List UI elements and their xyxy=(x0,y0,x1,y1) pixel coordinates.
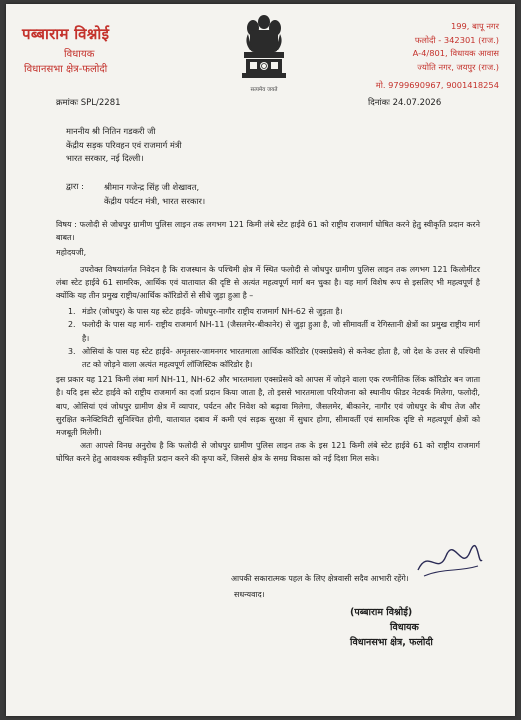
letter-page xyxy=(6,4,515,716)
mla-role: विधायक xyxy=(64,49,95,60)
letter-body xyxy=(56,218,480,466)
signature-stamp xyxy=(350,605,433,650)
letter-date: दिनांकः 24.07.2026 xyxy=(368,98,442,108)
recipient-line: भारत सरकार, नई दिल्ली। xyxy=(66,153,144,163)
phone-numbers: मो. 9799690967, 9001418254 xyxy=(375,80,499,90)
recipient-line: माननीय श्री नितिन गडकरी जी xyxy=(66,126,156,136)
stamp-name: (पब्बाराम विश्नोई) xyxy=(350,607,413,618)
paragraph-request: अतः आपसे विनम्र अनुरोध है कि फलोदी से जोधपुर ग्रामीण पुलिस लाइन तक के इस 121 किमी लंबे स्टेट हाईवे 61 को राष्ट्रीय राजमार्ग घोषित करने हेतु आवश्यक स्वीकृति प्रदान करने की कृपा करें, जिससे क्षेत्र के समग्र विकास को नई दिशा मिल सके। xyxy=(56,441,480,464)
paragraph-intro: उपरोक्त विषयांतर्गत निवेदन है कि राजस्थान के पश्चिमी क्षेत्र में स्थित फलोदी से जोधपुर ग्रामीण पुलिस लाइन तक लगभग 121 किलोमीटर लंबा स्टेट हाईवे 61 सामरिक, आर्थिक एवं यातायात की दृष्टि से अत्यंत महत्वपूर्ण मार्ग बन चुका है। यह मार्ग विशेष रूप से इसलिए भी महत्वपूर्ण है क्योंकि यह तीन प्रमुख राष्ट्रीय/आर्थिक कॉरिडोरों से सीधे जुड़ा हुआ है – xyxy=(56,264,480,301)
emblem-motto: सत्यमेव जयते xyxy=(250,87,278,93)
sign-off: सधन्यवाद। xyxy=(234,590,265,599)
recipient-line: केंद्रीय सड़क परिवहन एवं राजमार्ग मंत्री xyxy=(66,139,182,150)
through-label: द्वारा : xyxy=(66,181,84,191)
stamp-role: विधायक xyxy=(390,622,419,633)
national-emblem-icon xyxy=(238,12,290,84)
through-line: केंद्रीय पर्यटन मंत्री, भारत सरकार। xyxy=(104,195,206,206)
salutation: महोदयजी, xyxy=(56,248,87,258)
through-line: श्रीमान गजेन्द्र सिंह जी शेखावत, xyxy=(104,182,200,192)
through-block xyxy=(104,181,205,208)
mla-constituency: विधानसभा क्षेत्र-फलोदी xyxy=(24,64,108,75)
stamp-constituency: विधानसभा क्षेत्र, फलोदी xyxy=(350,637,433,648)
paragraph-benefits: इस प्रकार यह 121 किमी लंबा मार्ग NH-11, NH-62 और भारतमाला एक्सप्रेसवे को आपस में जोड़ने वाला एक रणनीतिक लिंक कॉरिडोर बन जाता है। यदि इस स्टेट हाईवे को राष्ट्रीय राजमार्ग का दर्जा प्रदान किया जाता है, तो इससे भारतमाला परियोजना को स्थानीय फीडर नेटवर्क मिलेगा, फलोदी, बाप, ओसियां एवं जोधपुर ग्रामीण क्षेत्र में व्यापार, पर्यटन और निवेश को बढ़ावा मिलेगा, जैसलमेर, बीकानेर, नागौर एवं जोधपुर के बीच तेज और सुरक्षित कनेक्टिविटी सुनिश्चित होगी, यातायात दबाव में कमी एवं सड़क सुरक्षा में सुधार होगा, सीमावर्ती एवं सामरिक दृष्टि से महत्वपूर्ण क्षेत्रों को मजबूती मिलेगी। xyxy=(56,375,480,438)
address-line: फलोदी - 342301 (राज.) xyxy=(414,34,499,45)
closing-line: आपकी सकारात्मक पहल के लिए क्षेत्रवासी सदैव आभारी रहेंगे। xyxy=(231,574,409,583)
corridor-list xyxy=(56,305,480,371)
address-line: ज्योति नगर, जयपुर (राज.) xyxy=(417,61,499,72)
reference-number: क्रमांकः SPL/2281 xyxy=(56,98,121,108)
list-item: 1. मंडोर (जोधपुर) के पास यह स्टेट हाईवे- जोधपुर-नागौर राष्ट्रीय राजमार्ग NH-62 से जुड़ता है। xyxy=(78,305,480,318)
signature-scribble-icon xyxy=(414,542,484,582)
list-item: 2. फलोदी के पास यह मार्ग- राष्ट्रीय राजमार्ग NH-11 (जैसलमेर-बीकानेर) से जुड़ा हुआ है, जो सीमावर्ती व रेगिस्तानी क्षेत्रों का प्रमुख राष्ट्रीय मार्ग है। xyxy=(78,318,480,344)
address-block xyxy=(413,20,499,74)
subject-line: विषय : फलोदी से जोधपुर ग्रामीण पुलिस लाइन तक लगभग 121 किमी लंबे स्टेट हाईवे 61 को राष्ट्रीय राजमार्ग घोषित करने हेतु स्वीकृति प्रदान करने बाबत। xyxy=(56,220,480,243)
recipient-block xyxy=(66,125,182,166)
address-line: A-4/801, विधायक आवास xyxy=(412,48,499,58)
address-line: 199, बापू नगर xyxy=(450,21,499,31)
list-item: 3. ओसियां के पास यह स्टेट हाईवे- अमृतसर-जामनगर भारतमाला आर्थिक कॉरिडोर (एक्सप्रेसवे) से कनेक्ट होता है, जो देश के उत्तर से पश्चिमी तट को जोड़ने वाला अत्यंत महत्वपूर्ण लॉजिस्टिक कॉरिडोर है। xyxy=(78,345,480,371)
mla-name: पब्बाराम विश्नोई xyxy=(22,25,110,43)
